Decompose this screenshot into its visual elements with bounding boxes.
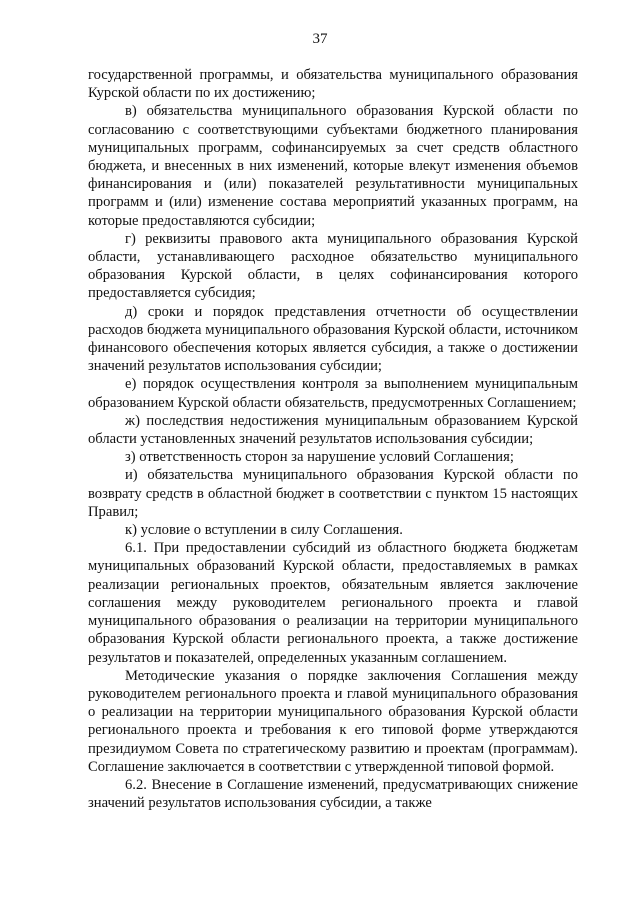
paragraph-continuation: государственной программы, и обязательства муниципального образования Курской области по их достижению; [88,67,578,102]
paragraph-item-e: е) порядок осуществления контроля за выполнением муниципальным образованием Курской области обязательств, предусмотренных Соглашением; [88,376,578,411]
page-number: 37 [312,31,328,47]
paragraph-item-v: в) обязательства муниципального образования Курской области по согласованию с соответствующими субъектами бюджетного планирования муниципальных программ, софинансируемых за счет средств областного бюджета, и внесенных в них изменений, которые влекут изменения объемов финансирования и (или) показателей результативности муниципальных программ и (или) изменение состава мероприятий указанных программ, на которые предоставляются субсидии; [88,103,578,229]
paragraph-item-z: з) ответственность сторон за нарушение условий Соглашения; [125,449,514,466]
document-body [88,66,578,812]
paragraph-item-k: к) условие о вступлении в силу Соглашения. [125,522,403,539]
paragraph-item-g: г) реквизиты правового акта муниципального образования Курской области, устанавливающего расходное обязательство муниципального образования Курской области, в целях софинансирования которого предоставляется субсидия; [88,230,578,302]
paragraph-methodical-guidelines: Методические указания о порядке заключения Соглашения между руководителем регионального проекта и главой муниципального образования о реализации на территории муниципального образования Курской области регионального проекта и требования к его типовой форме утверждаются президиумом Совета по стратегическому развитию и проектам (программам). Соглашение заключается в соответствии с утвержденной типовой формой. [88,667,578,775]
paragraph-6-1: 6.1. При предоставлении субсидий из областного бюджета бюджетам муниципальных образований Курской области, предоставляемых в рамках реализации региональных проектов, обязательным является заключение соглашения между руководителем регионального проекта и главой муниципального образования о реализации на территории муниципального образования Курской области регионального проекта, а также достижение результатов и показателей, определенных указанным соглашением. [88,540,578,666]
paragraph-item-i: и) обязательства муниципального образования Курской области по возврату средств в областной бюджет в соответствии с пунктом 15 настоящих Правил; [88,467,578,520]
paragraph-item-d: д) сроки и порядок представления отчетности об осуществлении расходов бюджета муниципального образования Курской области, источником финансового обеспечения которых является субсидия, а также о достижении значений результатов использования субсидии; [88,303,578,375]
paragraph-item-zh: ж) последствия недостижения муниципальным образованием Курской области установленных значений результатов использования субсидии; [88,412,578,448]
paragraph-6-2: 6.2. Внесение в Соглашение изменений, предусматривающих снижение значений результатов использования субсидии, а также [88,776,578,812]
